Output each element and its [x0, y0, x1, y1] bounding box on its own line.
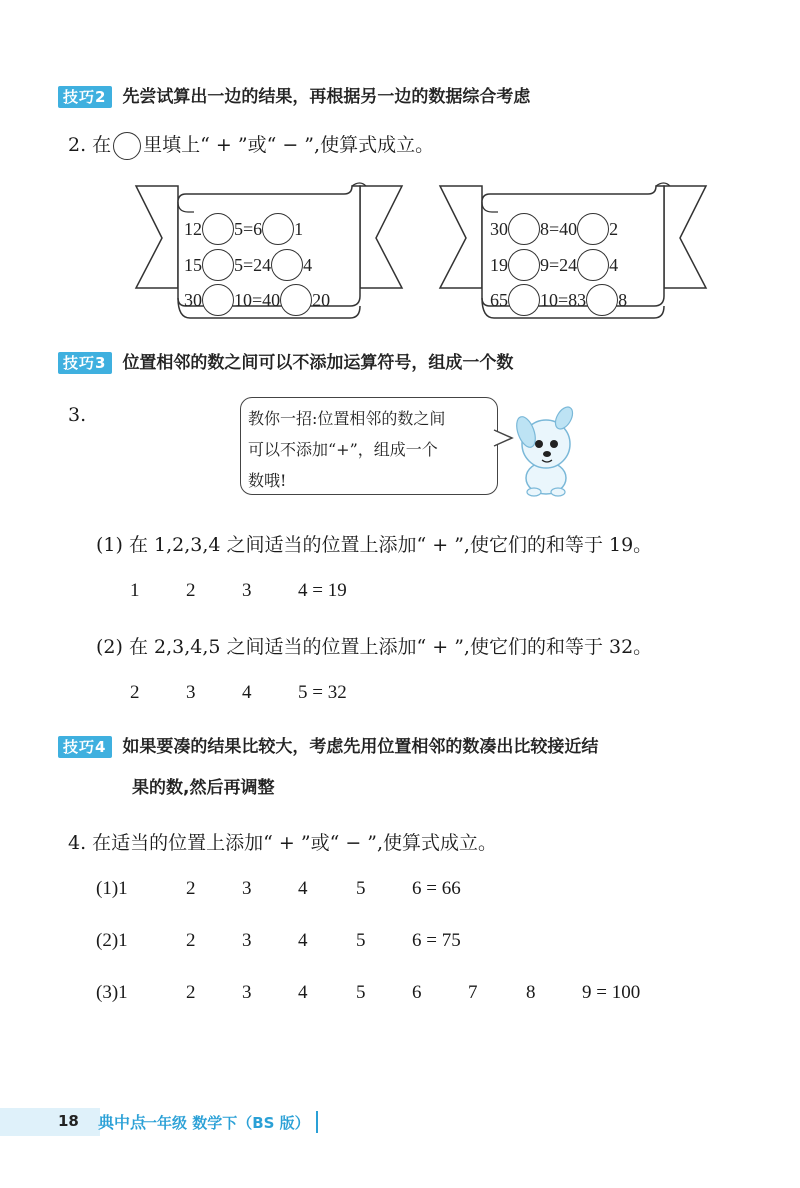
expr-number: 5 = 32 [298, 682, 347, 703]
q3-part2-text: (2) 在 2,3,4,5 之间适当的位置上添加“ + ”,使它们的和等于 32。 [96, 636, 653, 658]
footer-divider [316, 1111, 318, 1133]
tip-3 [58, 352, 513, 383]
answer-circle[interactable] [202, 213, 234, 245]
brand-logo: 典中点 [98, 1113, 147, 1132]
expr-number: 4 [242, 682, 252, 703]
expr-number: 9 = 100 [582, 982, 641, 1003]
bubble-line: 教你一招:位置相邻的数之间 [248, 409, 446, 428]
answer-circle-icon [113, 132, 141, 160]
bubble-tail-icon [490, 428, 514, 448]
operand: 4 [609, 254, 619, 275]
bubble-line: 可以不添加“+”，组成一个 [248, 440, 438, 459]
tip-text: 先尝试算出一边的结果，再根据另一边的数据综合考虑 [122, 87, 531, 107]
expr-number: 6 = 75 [412, 930, 461, 951]
expr-number: 4 = 19 [298, 580, 347, 601]
answer-circle[interactable] [508, 213, 540, 245]
expr-number: 3 [242, 982, 252, 1003]
expr-number: 5 [356, 982, 366, 1003]
expr-number: 1 [130, 580, 140, 601]
expr-number: 2 [186, 580, 196, 601]
expr-number: 2 [186, 930, 196, 951]
tip-tag: 技巧2 [58, 86, 112, 108]
right-banner [438, 178, 708, 328]
operand: 8=40 [540, 218, 578, 239]
operand: 15 [184, 254, 202, 275]
answer-circle[interactable] [577, 249, 609, 281]
left-banner [134, 178, 404, 328]
q2-suffix: 里填上“ + ”或“ − ”,使算式成立。 [143, 134, 435, 156]
question-2 [68, 130, 434, 160]
operand: 10=40 [234, 289, 281, 310]
answer-circle[interactable] [202, 249, 234, 281]
expr-number: 6 [412, 982, 422, 1003]
banner-row [184, 284, 330, 316]
banner-row [490, 284, 627, 316]
question-3-label: 3. [68, 404, 87, 426]
banner-row [184, 249, 312, 281]
banner-row [490, 249, 618, 281]
operand: 19 [490, 254, 508, 275]
tip-text-line2: 果的数,然后再调整 [132, 778, 275, 798]
banner-row [184, 213, 303, 245]
operand: 2 [609, 218, 619, 239]
answer-circle[interactable] [586, 284, 618, 316]
answer-circle[interactable] [262, 213, 294, 245]
q2-prefix: 2. 在 [68, 134, 112, 156]
expr-number: 3 [186, 682, 196, 703]
operand: 30 [490, 218, 508, 239]
row-label: (2)1 [96, 930, 128, 951]
answer-circle[interactable] [202, 284, 234, 316]
footer-accent-bar [0, 1108, 100, 1136]
operand: 1 [294, 218, 304, 239]
banner-row [490, 213, 618, 245]
tip-text: 如果要凑的结果比较大，考虑先用位置相邻的数凑出比较接近结 [122, 737, 599, 757]
expr-number: 2 [130, 682, 140, 703]
answer-circle[interactable] [508, 249, 540, 281]
expr-number: 5 [356, 878, 366, 899]
operand: 10=83 [540, 289, 587, 310]
book-title: 一年级 数学下（BS 版） [142, 1114, 310, 1132]
answer-circle[interactable] [280, 284, 312, 316]
answer-circle[interactable] [271, 249, 303, 281]
expr-number: 2 [186, 982, 196, 1003]
expr-number: 4 [298, 878, 308, 899]
operand: 5=24 [234, 254, 272, 275]
operand: 8 [618, 289, 628, 310]
expr-number: 4 [298, 930, 308, 951]
operand: 4 [303, 254, 313, 275]
operand: 5=6 [234, 218, 263, 239]
q3-part1-text: (1) 在 1,2,3,4 之间适当的位置上添加“ + ”,使它们的和等于 19。 [96, 534, 653, 556]
operand: 20 [312, 289, 331, 310]
bubble-line: 数哦! [248, 471, 287, 490]
tip-tag: 技巧4 [58, 736, 112, 758]
puppy-mascot-icon [512, 400, 582, 500]
expr-number: 8 [526, 982, 536, 1003]
row-label: (3)1 [96, 982, 128, 1003]
tip-tag: 技巧3 [58, 352, 112, 374]
tip-text: 位置相邻的数之间可以不添加运算符号，组成一个数 [122, 353, 514, 373]
answer-circle[interactable] [577, 213, 609, 245]
operand: 9=24 [540, 254, 578, 275]
row-label: (1)1 [96, 878, 128, 899]
question-4-text: 4. 在适当的位置上添加“ + ”或“ − ”,使算式成立。 [68, 832, 498, 854]
expr-number: 2 [186, 878, 196, 899]
page-footer [0, 1108, 800, 1138]
expr-number: 3 [242, 930, 252, 951]
expr-number: 3 [242, 580, 252, 601]
expr-number: 7 [468, 982, 478, 1003]
expr-number: 6 = 66 [412, 878, 461, 899]
expr-number: 3 [242, 878, 252, 899]
operand: 65 [490, 289, 508, 310]
tip-2 [58, 86, 530, 117]
tip-4 [58, 736, 598, 767]
operand: 12 [184, 218, 202, 239]
expr-number: 4 [298, 982, 308, 1003]
page-number: 18 [58, 1112, 79, 1130]
expr-number: 5 [356, 930, 366, 951]
answer-circle[interactable] [508, 284, 540, 316]
operand: 30 [184, 289, 202, 310]
